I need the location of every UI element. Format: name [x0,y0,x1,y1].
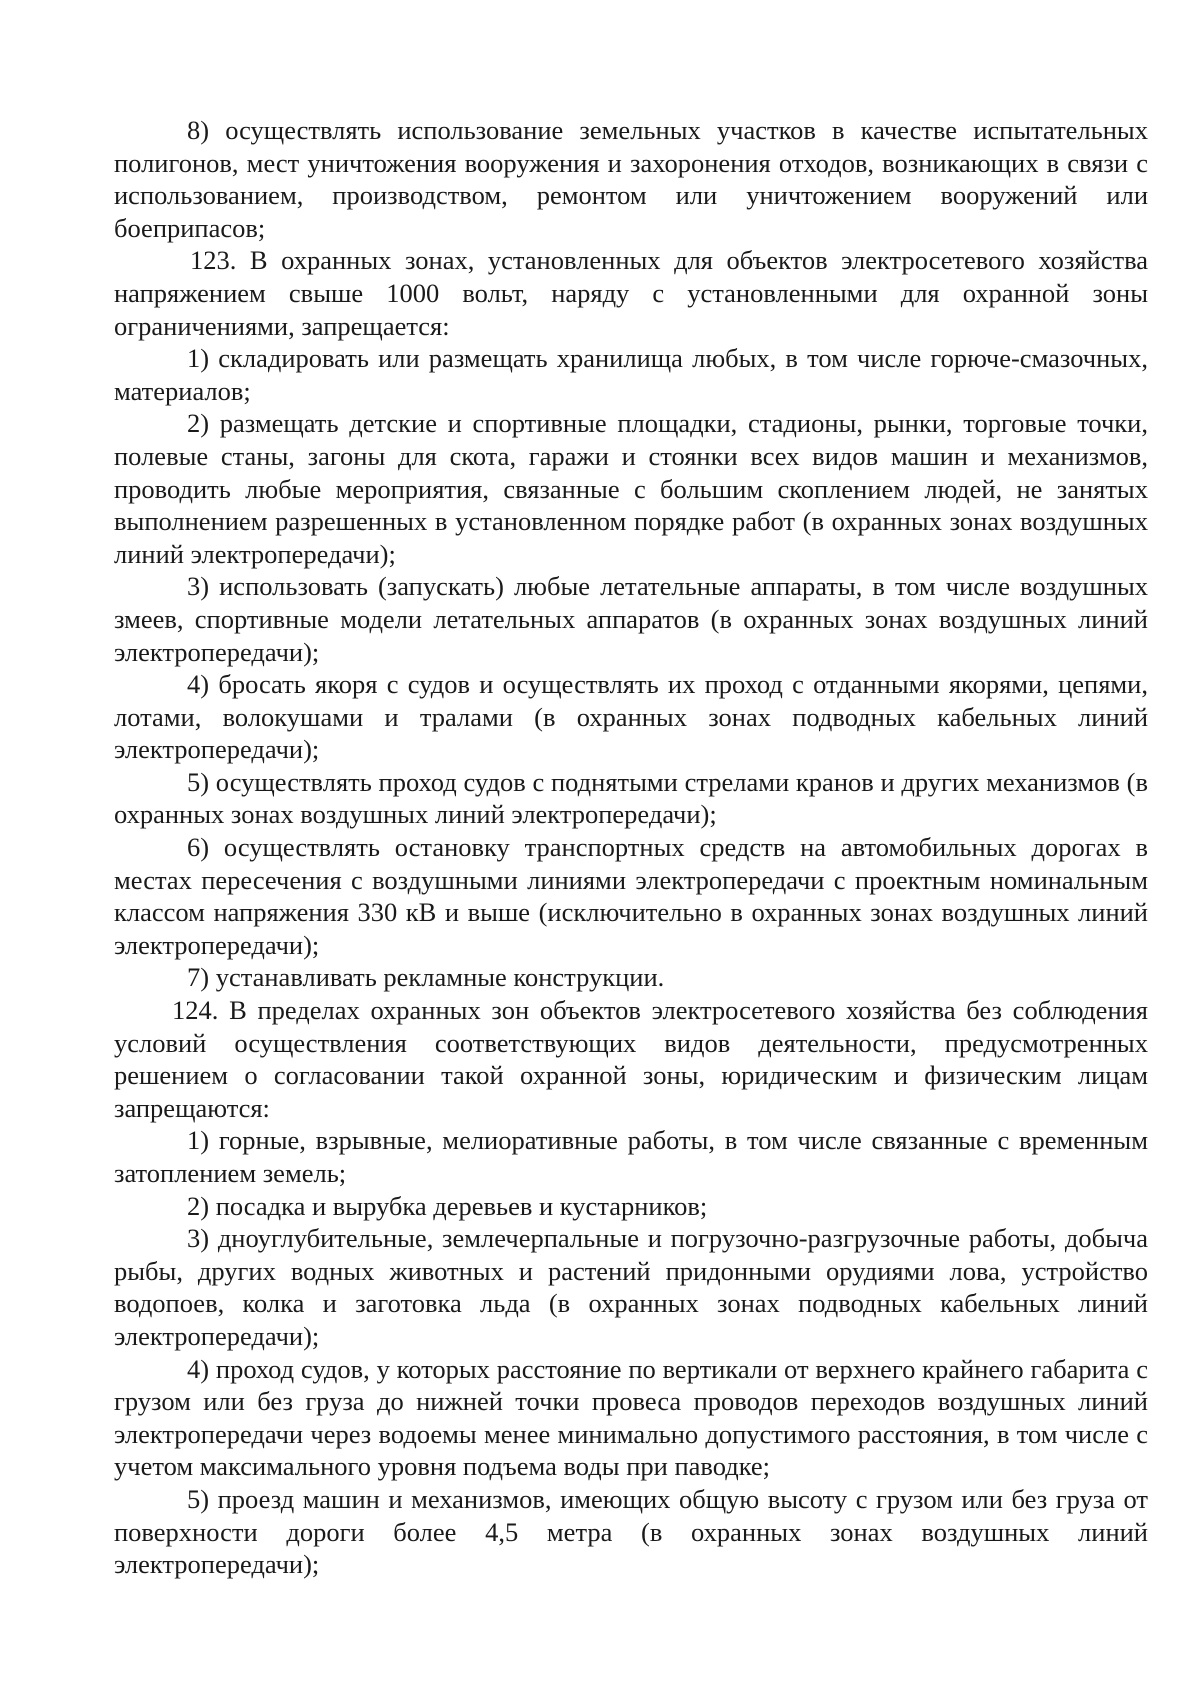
list-item-3: 3) дноуглубительные, землечерпальные и погрузочно-разгрузочные работы, добыча рыбы, других водных животных и растений придонными орудиями лова, устройство водопоев, колка и заготовка льда (в охранных зонах подводных кабельных линий электропередачи); [114,1223,1148,1351]
list-item-1: 1) складировать или размещать хранилища любых, в том числе горюче-смазочных, материалов; [114,343,1148,406]
list-item-2: 2) размещать детские и спортивные площадки, стадионы, рынки, торговые точки, полевые станы, загоны для скота, гаражи и стоянки всех видов машин и механизмов, проводить любые мероприятия, связанные с большим скоплением людей, не занятых выполнением разрешенных в установленном порядке работ (в охранных зонах воздушных линий электропередачи); [114,408,1148,569]
list-item-3: 3) использовать (запускать) любые летательные аппараты, в том числе воздушных змеев, спортивные модели летательных аппаратов (в охранных зонах воздушных линий электропередачи); [114,571,1148,667]
list-item-4: 4) бросать якоря с судов и осуществлять их проход с отданными якорями, цепями, лотами, волокушами и тралами (в охранных зонах подводных кабельных линий электропередачи); [114,669,1148,765]
list-item-6: 6) осуществлять остановку транспортных средств на автомобильных дорогах в местах пересечения с воздушными линиями электропередачи с проектным номинальным классом напряжения 330 кВ и выше (исключительно в охранных зонах воздушных линий электропередачи); [114,832,1148,960]
list-item-8: 8) осуществлять использование земельных участков в качестве испытательных полигонов, мест уничтожения вооружения и захоронения отходов, возникающих в связи с использованием, производством, ремонтом или уничтожением вооружений или боеприпасов; [114,115,1148,243]
document-page [114,114,1148,1581]
list-item-5: 5) осуществлять проход судов с поднятыми стрелами кранов и других механизмов (в охранных зонах воздушных линий электропередачи); [114,766,1148,830]
clause-124: 124. В пределах охранных зон объектов электросетевого хозяйства без соблюдения условий осуществления соответствующих видов деятельности, предусмотренных решением о согласовании такой охранной зоны, юридическим и физическим лицам запрещаются: [114,995,1148,1123]
list-item-2: 2) посадка и вырубка деревьев и кустарников; [187,1190,708,1221]
list-item-7: 7) устанавливать рекламные конструкции. [187,962,665,993]
list-item-4: 4) проход судов, у которых расстояние по вертикали от верхнего крайнего габарита с грузом или без груза до нижней точки провеса проводов переходов воздушных линий электропередачи через водоемы менее минимально допустимого расстояния, в том числе с учетом максимального уровня подъема воды при паводке; [114,1353,1148,1482]
list-item-1: 1) горные, взрывные, мелиоративные работы, в том числе связанные с временным затоплением земель; [114,1125,1148,1188]
list-item-5: 5) проезд машин и механизмов, имеющих общую высоту с грузом или без груза от поверхности дороги более 4,5 метра (в охранных зонах воздушных линий электропередачи); [114,1483,1148,1580]
clause-123: 123. В охранных зонах, установленных для объектов электросетевого хозяйства напряжением свыше 1000 вольт, наряду с установленными для охранной зоны ограничениями, запрещается: [114,245,1148,341]
